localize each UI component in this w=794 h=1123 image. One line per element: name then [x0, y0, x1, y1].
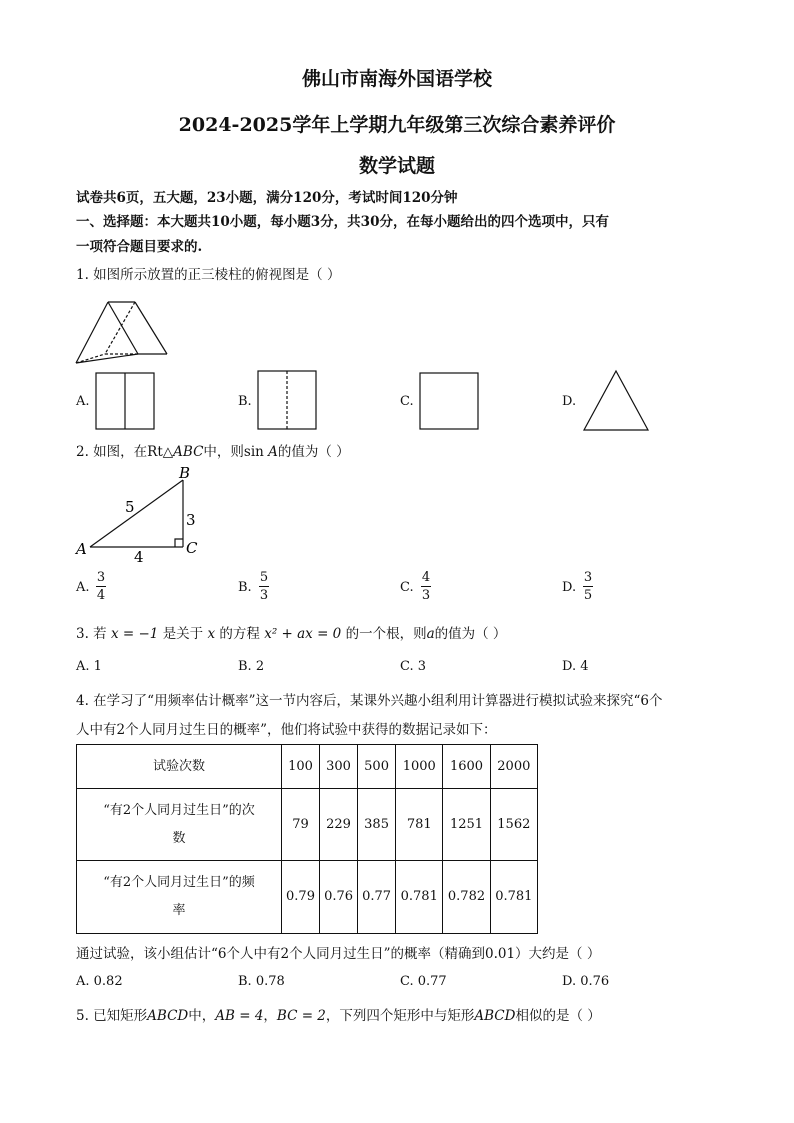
q3-option-a: A. 1 [76, 659, 102, 674]
table-cell: 781 [396, 789, 443, 861]
table-cell: 1251 [443, 789, 490, 861]
q2-option-d-fraction: 3 5 [583, 570, 593, 603]
question-4-stem-cont: 人中有2个人同月过生日的概率”，他们将试验中获得的数据记录如下： [76, 722, 497, 738]
vertex-a-label: A [76, 540, 87, 558]
table-cell: 79 [282, 789, 320, 861]
q4-option-c: C. 0.77 [400, 974, 447, 989]
q2-option-c-label: C. [400, 580, 414, 595]
vertex-c-label: C [186, 539, 198, 557]
question-4-stem: 4. 在学习了“用频率估计概率”这一节内容后，某课外兴趣小组利用计算器进行模拟试验来探究“6个 [76, 693, 663, 709]
q3-option-c: C. 3 [400, 659, 427, 674]
q1-option-d-label: D. [562, 394, 577, 409]
exam-info: 试卷共6页，五大题，23小题，满分120分，考试时间120分钟 [76, 190, 458, 206]
q1-option-b-label: B. [238, 394, 252, 409]
table-cell: 0.782 [443, 861, 490, 934]
table-row [77, 745, 538, 789]
table-cell: 500 [358, 745, 396, 789]
q2-option-b-fraction: 5 3 [259, 570, 269, 603]
vertex-b-label: B [179, 464, 191, 482]
prism-hidden-edge-left [105, 302, 135, 354]
table-cell: 0.76 [320, 861, 358, 934]
side-ab-length: 5 [125, 498, 135, 516]
section-one-heading-cont: 一项符合题目要求的. [76, 239, 203, 255]
table-cell: 0.79 [282, 861, 320, 934]
section-one-heading: 一、选择题：本大题共10小题，每小题3分，共30分，在每小题给出的四个选项中，只有 [76, 214, 609, 230]
school-name: 佛山市南海外国语学校 [301, 68, 492, 90]
table-header-frequency: “有2个人同月过生日”的频 率 [77, 861, 282, 934]
question-1-stem: 1. 如图所示放置的正三棱柱的俯视图是（ ） [76, 267, 341, 283]
q2-option-c-fraction: 4 3 [421, 570, 431, 603]
question-3-stem: 3. 若 x = −1 是关于 x 的方程 x² + ax = 0 的一个根，则a的值为（ ） [76, 626, 507, 642]
prism-edge-back-right [135, 302, 167, 354]
table-row [77, 789, 538, 861]
q4-option-a: A. 0.82 [76, 974, 123, 989]
table-header-trials: 试验次数 [77, 745, 282, 789]
q1-option-a-label: A. [76, 394, 90, 409]
table-cell: 2000 [490, 745, 537, 789]
side-ac-length: 4 [134, 548, 144, 566]
q2-option-d-label: D. [562, 580, 577, 595]
q1-option-a-figure [95, 372, 157, 432]
q1-option-c-label: C. [400, 394, 414, 409]
triangular-prism-figure [72, 296, 172, 368]
q4-option-b: B. 0.78 [238, 974, 285, 989]
q1-option-d-figure [582, 369, 650, 433]
subject-title: 数学试题 [358, 155, 435, 177]
q3-option-d: D. 4 [562, 659, 589, 674]
q2-option-b-label: B. [238, 580, 252, 595]
prism-edge-bottom-front [76, 354, 138, 363]
table-header-count: “有2个人同月过生日”的次 数 [77, 789, 282, 861]
table-cell: 1600 [443, 745, 490, 789]
question-4-conclusion: 通过试验，该小组估计“6个人中有2个人同月过生日”的概率（精确到0.01）大约是（ ） [76, 946, 601, 962]
table-cell: 300 [320, 745, 358, 789]
q1-option-c-figure [419, 372, 481, 432]
q1-option-b-figure [257, 370, 319, 432]
table-cell: 229 [320, 789, 358, 861]
experiment-data-table [76, 744, 538, 934]
q2-option-a-fraction: 3 4 [96, 570, 106, 603]
q2-option-a-label: A. [76, 580, 90, 595]
table-cell: 0.781 [396, 861, 443, 934]
q3-option-b: B. 2 [238, 659, 265, 674]
exam-title: 2024-2025学年上学期九年级第三次综合素养评价 [178, 114, 616, 136]
right-triangle-figure [72, 462, 212, 566]
prism-edge-front-right [108, 302, 138, 354]
table-cell: 100 [282, 745, 320, 789]
table-cell: 385 [358, 789, 396, 861]
q4-option-d: D. 0.76 [562, 974, 610, 989]
table-cell: 0.77 [358, 861, 396, 934]
prism-edge-front-left [76, 302, 108, 363]
side-bc-length: 3 [186, 511, 196, 529]
table-cell: 1000 [396, 745, 443, 789]
question-2-stem: 2. 如图，在Rt△ABC中，则sin A的值为（ ） [76, 444, 350, 460]
question-5-stem: 5. 已知矩形ABCD中，AB = 4，BC = 2，下列四个矩形中与矩形ABCD相似的是（ ） [76, 1008, 601, 1024]
table-cell: 1562 [490, 789, 537, 861]
table-cell: 0.781 [490, 861, 537, 934]
table-row [77, 861, 538, 934]
